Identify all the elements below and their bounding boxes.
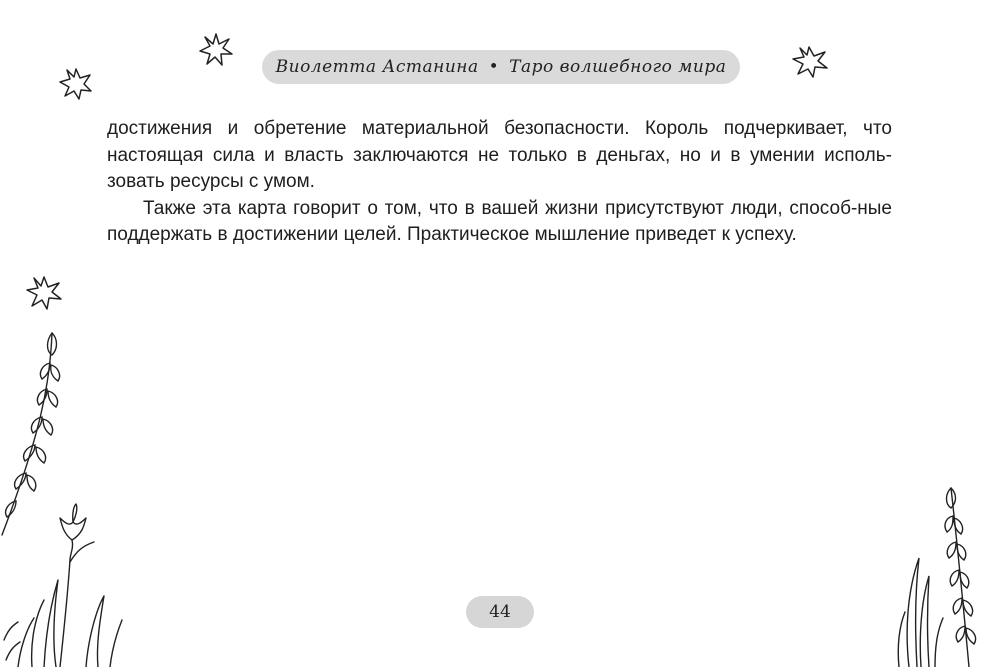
star-doodle-icon bbox=[58, 66, 94, 102]
paragraph: достижения и обретение материальной безопасности. Король подчеркивает, что настоящая сила и власть заключаются не только в деньгах, но и в умении исполь-зовать ресурсы с умом. bbox=[107, 118, 892, 192]
body-text bbox=[107, 116, 892, 249]
tulip-icon bbox=[0, 500, 125, 667]
header-author: Виолетта Астанина bbox=[275, 57, 479, 77]
running-header bbox=[262, 50, 740, 84]
paragraph: Также эта карта говорит о том, что в вашей жизни присутствуют люди, способ-ные поддержать в достижении целей. Практическое мышление приведет к успеху. bbox=[107, 197, 892, 245]
page-number-label: 44 bbox=[489, 602, 511, 622]
header-book-title: Таро волшебного мира bbox=[509, 57, 727, 77]
star-doodle-icon bbox=[24, 274, 64, 312]
page-number bbox=[466, 596, 534, 628]
header-separator: • bbox=[488, 57, 500, 77]
star-doodle-icon bbox=[198, 32, 234, 68]
grass-blades-icon bbox=[895, 552, 955, 667]
star-doodle-icon bbox=[790, 44, 830, 80]
